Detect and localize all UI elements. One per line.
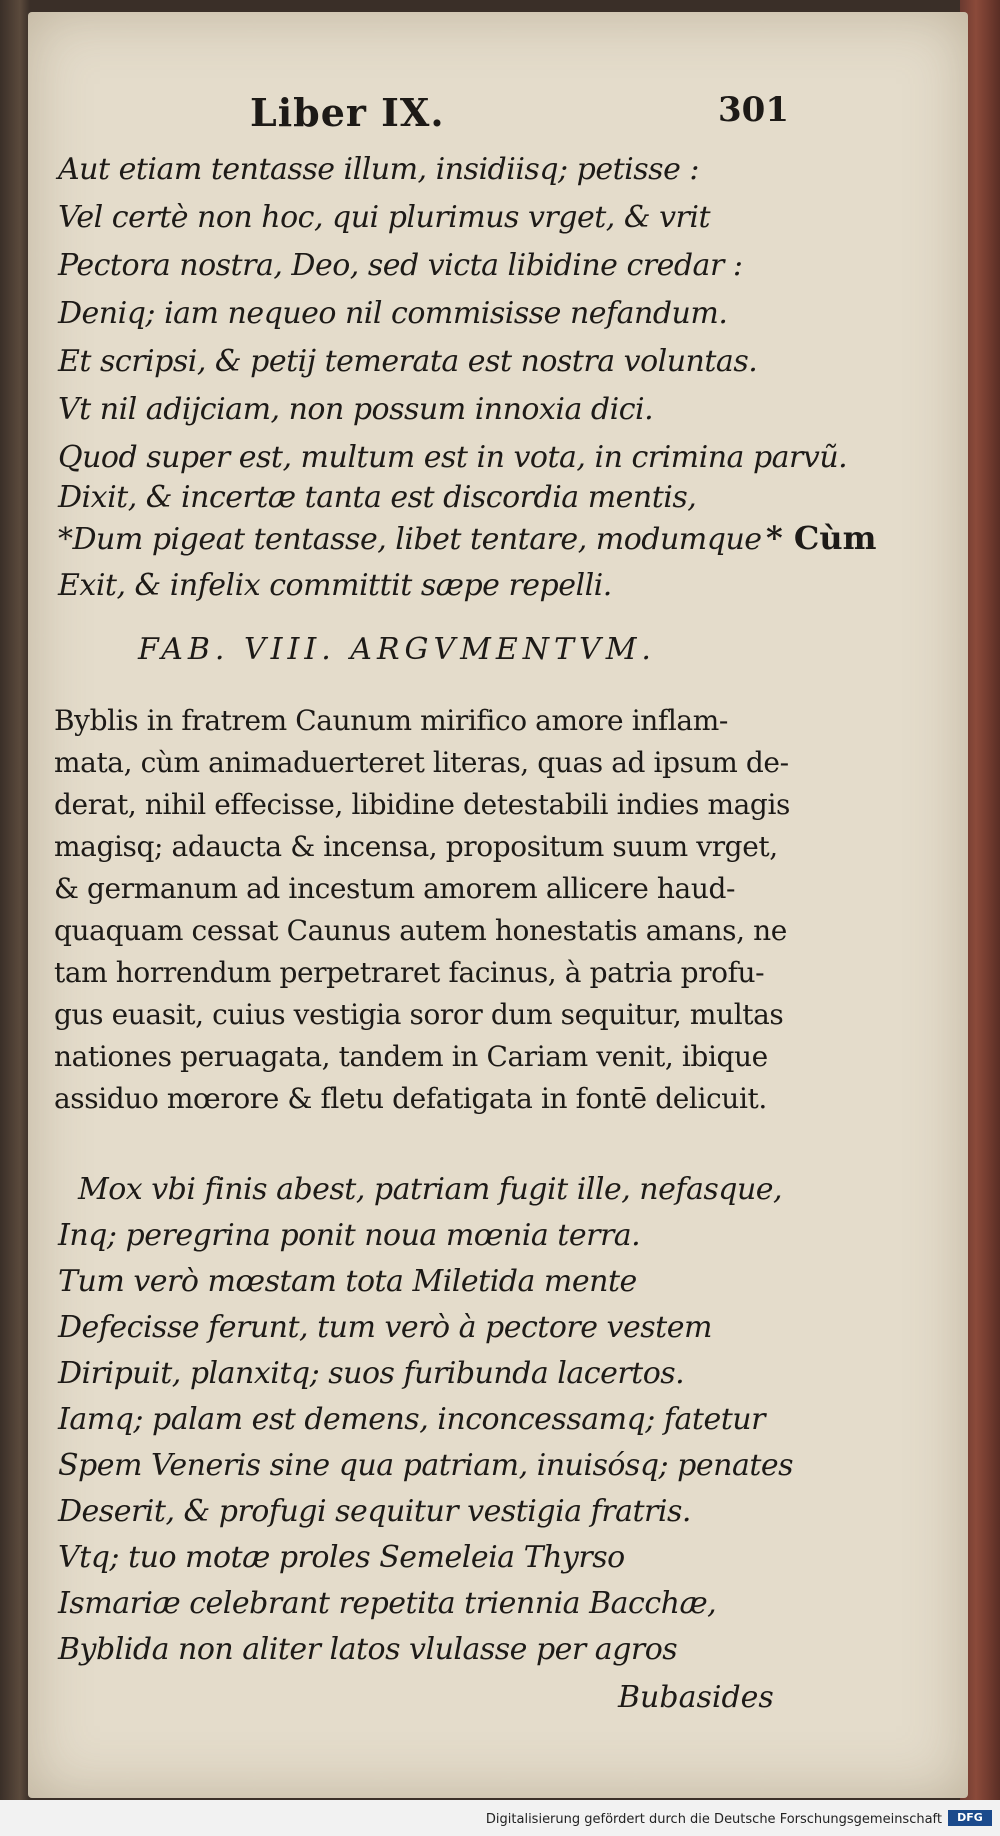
page-number: 301 (718, 90, 789, 130)
verse-line: Defecisse ferunt, tum verò à pectore vestem (58, 1310, 712, 1345)
verse-line: Pectora nostra, Deo, sed victa libidine credar : (58, 248, 743, 283)
verse-line: Deserit, & profugi sequitur vestigia fratris. (58, 1494, 691, 1529)
verse-line: Et scripsi, & petij temerata est nostra voluntas. (58, 344, 758, 379)
verse-line: Quod super est, multum est in vota, in crimina parvũ. (58, 440, 848, 475)
argument-line: derat, nihil effecisse, libidine detestabili indies magis (54, 788, 790, 821)
argument-line: magisq; adaucta & incensa, propositum suum vrget, (54, 830, 778, 863)
argument-line: Byblis in fratrem Caunum mirifico amore inflam- (54, 704, 728, 737)
dfg-logo: DFG (948, 1810, 992, 1826)
verse-line: Aut etiam tentasse illum, insidiisq; petisse : (58, 152, 699, 187)
verse-line: Inq; peregrina ponit noua mœnia terra. (58, 1218, 641, 1253)
verse-line: Deniq; iam nequeo nil commisisse nefandum. (58, 296, 728, 331)
argument-line: gus euasit, cuius vestigia soror dum sequitur, multas (54, 998, 784, 1031)
verse-line: Vtq; tuo motæ proles Semeleia Thyrso (58, 1540, 625, 1575)
book-page (28, 12, 968, 1798)
argument-heading: FAB. VIII. ARGVMENTVM. (138, 632, 656, 667)
argument-line: nationes peruagata, tandem in Cariam venit, ibique (54, 1040, 768, 1073)
argument-line: mata, cùm animaduerteret literas, quas ad ipsum de- (54, 746, 789, 779)
verse-line: Ismariæ celebrant repetita triennia Bacchæ, (58, 1586, 717, 1621)
verse-line: Tum verò mœstam tota Miletida mente (58, 1264, 637, 1299)
argument-line: quaquam cessat Caunus autem honestatis amans, ne (54, 914, 787, 947)
verse-line: Mox vbi finis abest, patriam fugit ille, nefasque, (78, 1172, 783, 1207)
verse-line: Vel certè non hoc, qui plurimus vrget, & vrit (58, 200, 711, 235)
catchword: Bubasides (618, 1680, 774, 1715)
verse-line: Byblida non aliter latos vlulasse per agros (58, 1632, 678, 1667)
funding-note: Digitalisierung gefördert durch die Deutsche Forschungsgemeinschaft (485, 1812, 942, 1827)
verse-line: Dixit, & incertæ tanta est discordia mentis, (58, 480, 697, 515)
running-head: Liber IX. (250, 90, 445, 135)
verse-line: Diripuit, planxitq; suos furibunda lacertos. (58, 1356, 685, 1391)
verse-line: Iamq; palam est demens, inconcessamq; fatetur (58, 1402, 765, 1437)
footer-bar (0, 1800, 1000, 1836)
argument-line: & germanum ad incestum amorem allicere haud- (54, 872, 736, 905)
argument-line: tam horrendum perpetraret facinus, à patria profu- (54, 956, 765, 989)
argument-line: assiduo mœrore & fletu defatigata in fontē delicuit. (54, 1082, 767, 1115)
verse-line: Spem Veneris sine qua patriam, inuisósq; penates (58, 1448, 794, 1483)
verse-line: Vt nil adijciam, non possum innoxia dici. (58, 392, 654, 427)
verse-line: *Dum pigeat tentasse, libet tentare, modumque (58, 522, 762, 557)
margin-note: * Cùm (766, 519, 877, 557)
verse-line: Exit, & infelix committit sæpe repelli. (58, 568, 612, 603)
